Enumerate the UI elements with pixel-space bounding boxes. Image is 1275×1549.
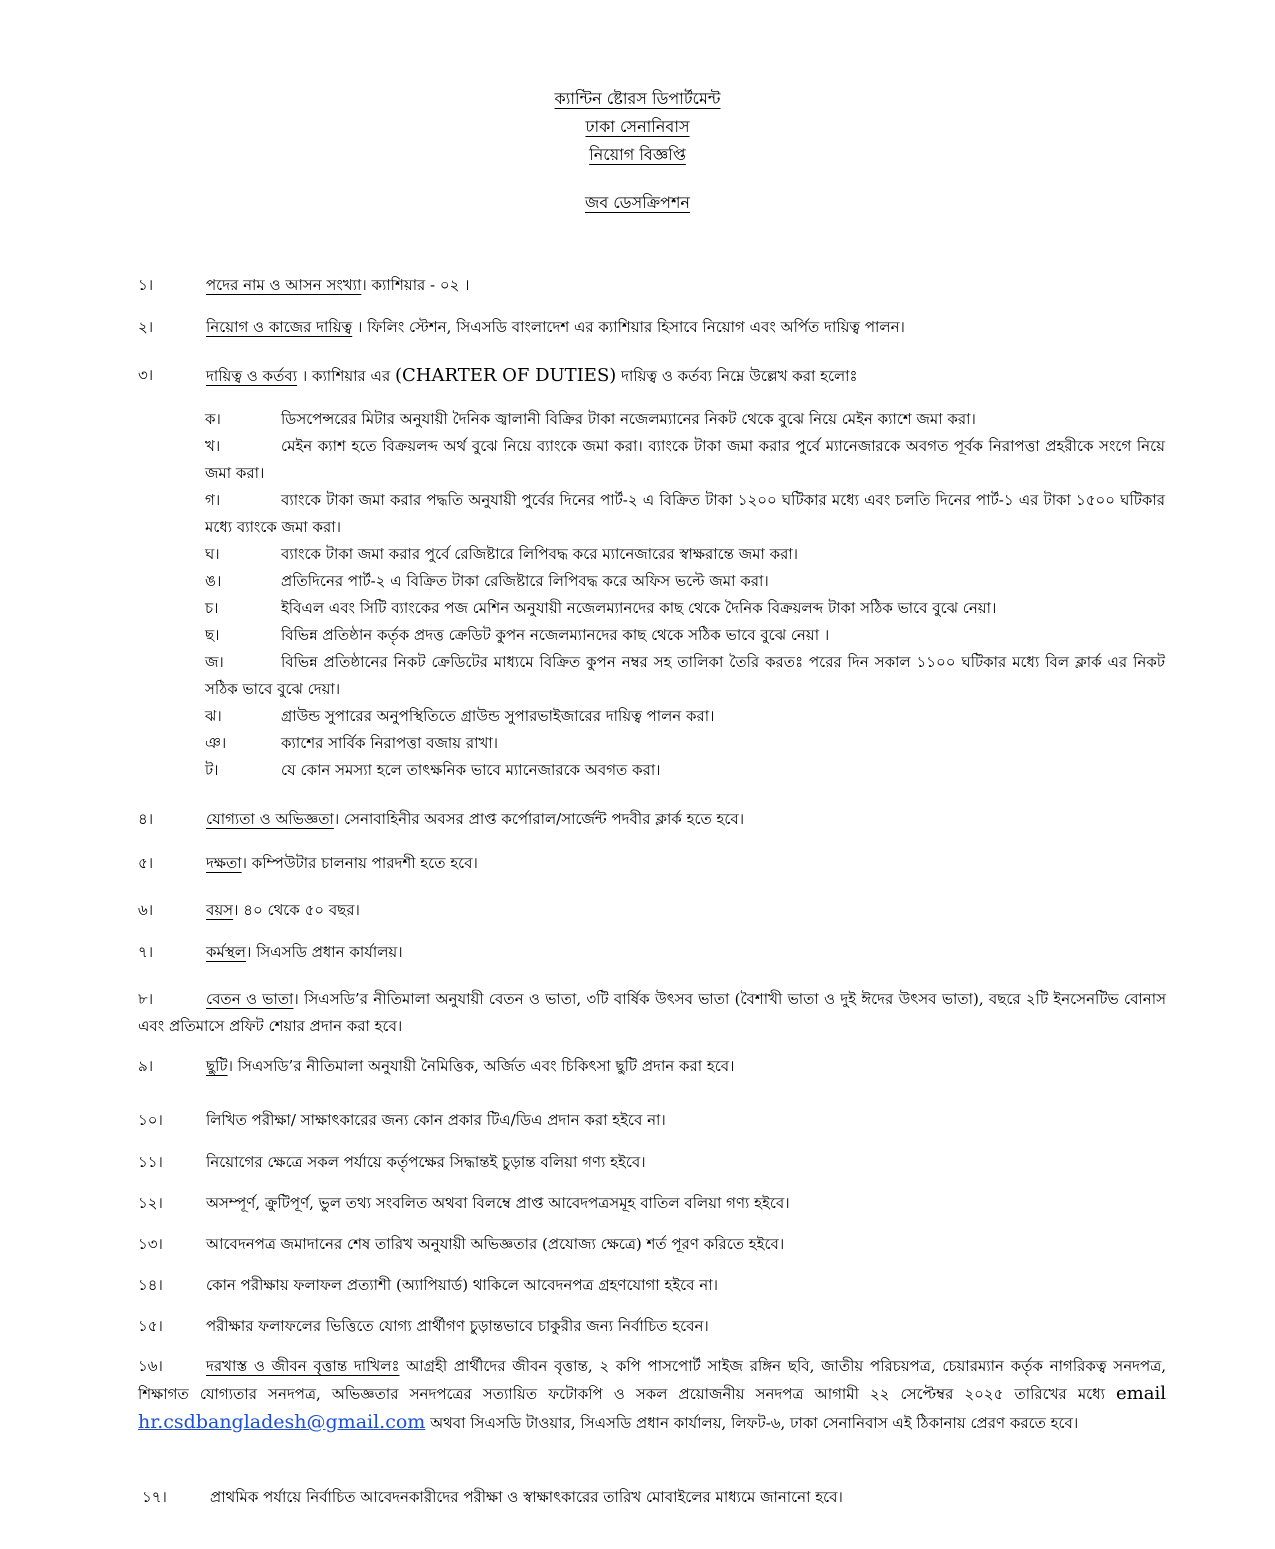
duty-nya: ঞ। ক্যাশের সার্বিক নিরাপত্তা বজায় রাখা।: [205, 734, 499, 752]
item-heading: ছুটি: [206, 1057, 228, 1075]
item-8: ৮। বেতন ও ভাতা। সিএসডি’র নীতিমালা অনুযায়ী বেতন ও ভাতা, ৩টি বার্ষিক উৎসব ভাতা (বৈশাখী ভাতা ও দুই ঈদের উৎসব ভাতা), বছরে ২টি ইনসেনটিভ বোনাস এবং প্রতিমাসে প্রফিট শেয়ার প্রদান করা হবে।: [138, 990, 1166, 1035]
item-16: ১৬। দরখাস্ত ও জীবন বৃত্তান্ত দাখিলঃ আগ্রহী প্রার্থীদের জীবন বৃত্তান্ত, ২ কপি পাসপোর্ট সাইজ রঙ্গিন ছবি, জাতীয় পরিচয়পত্র, চেয়ারম্যান কর্তৃক নাগরিকত্ব সনদপত্র, শিক্ষাগত যোগ্যতার সনদপত্র, অভিজ্ঞতার সনদপত্রের সত্যায়িত ফটোকপি ও সকল প্রয়োজনীয় সনদপত্র আগামী ২২ সেপ্টেম্বর ২০২৫ তারিখের মধ্যে email hr.csdbangladesh@gmail.com অথবা সিএসডি টাওয়ার, সিএসডি প্রধান কার্যালয়, লিফট-৬, ঢাকা সেনানিবাস এই ঠিকানায় প্রেরণ করতে হবে।: [138, 1357, 1167, 1433]
item-5: ৫। দক্ষতা। কম্পিউটার চালনায় পারদশী হতে হবে।: [138, 854, 478, 872]
item-9: ৯। ছুটি। সিএসডি’র নীতিমালা অনুযায়ী নৈমিত্তিক, অর্জিত এবং চিকিৎসা ছুটি প্রদান করা হবে।: [138, 1057, 735, 1075]
item-17: ১৭। প্রাথমিক পর্যায়ে নির্বাচিত আবেদনকারীদের পরীক্ষা ও স্বাক্ষাৎকারের তারিখ মোবাইলের মাধ্যমে জানানো হবে।: [142, 1488, 843, 1506]
item-heading: দায়িত্ব ও কর্তব্য: [206, 367, 298, 385]
duty-kha: খ। মেইন ক্যাশ হতে বিক্রয়লব্দ অর্থ বুঝে নিয়ে ব্যাংকে জমা করা। ব্যাংকে টাকা জমা করার পুর্বে ম্যানেজারকে অবগত পূর্বক নিরাপত্তা প্রহরীকে সংগে নিয়ে জমা করা।: [205, 437, 1165, 482]
item-heading: বয়স: [206, 901, 234, 919]
duty-ka: ক। ডিসপেন্সরের মিটার অনুযায়ী দৈনিক জ্বালানী বিক্রির টাকা নজেলম্যানের নিকট থেকে বুঝে নিয়ে মেইন ক্যাশে জমা করা।: [205, 410, 976, 428]
duty-cha: ছ। বিভিন্ন প্রতিষ্ঠান কর্তৃক প্রদত্ত ক্রেডিট কুপন নজেলম্যানদের কাছ থেকে সঠিক ভাবে বুঝে নেয়া ।: [205, 626, 830, 644]
item-11: ১১। নিয়োগের ক্ষেত্রে সকল পর্যায়ে কর্তৃপক্ষের সিদ্ধান্তই চুড়ান্ত বলিয়া গণ্য হইবে।: [138, 1153, 646, 1171]
header-org: ক্যান্টিন ষ্টোরস ডিপার্টমেন্ট: [554, 89, 721, 108]
item-heading: কর্মস্থল: [206, 943, 246, 961]
duty-ja: জ। বিভিন্ন প্রতিষ্ঠানের নিকট ক্রেডিটের মাধ্যমে বিক্রিত কুপন নম্বর সহ তালিকা তৈরি করতঃ পরের দিন সকাল ১১০০ ঘটিকার মধ্যে বিল ক্লার্ক এর নিকট সঠিক ভাবে বুঝে দেয়া।: [205, 653, 1165, 698]
item-10: ১০। লিখিত পরীক্ষা/ সাক্ষাৎকারের জন্য কোন প্রকার টিএ/ডিএ প্রদান করা হইবে না।: [138, 1111, 666, 1129]
duty-uma: ঙ। প্রতিদিনের পার্ট-২ এ বিক্রিত টাকা রেজিষ্টারে লিপিবদ্ধ করে অফিস ভল্টে জমা করা।: [205, 572, 769, 590]
duty-ca: চ। ইবিএল এবং সিটি ব্যাংকের পজ মেশিন অনুযায়ী নজেলম্যানদের কাছ থেকে দৈনিক বিক্রয়লব্দ টাকা সঠিক ভাবে বুঝে নেয়া।: [205, 599, 997, 617]
item-heading: যোগ্যতা ও অভিজ্ঞতা: [206, 810, 334, 828]
duty-ga: গ। ব্যাংকে টাকা জমা করার পদ্ধতি অনুযায়ী পুর্বের দিনের পার্ট-২ এ বিক্রিত টাকা ১২০০ ঘটিকার মধ্যে এবং চলতি দিনের পার্ট-১ এর টাকা ১৫০০ ঘটিকার মধ্যে ব্যাংকে জমা করা।: [205, 491, 1165, 536]
header-job-description: জব ডেসক্রিপশন: [585, 193, 690, 212]
item-15: ১৫। পরীক্ষার ফলাফলের ভিত্তিতে যোগ্য প্রার্থীগণ চুড়ান্তভাবে চাকুরীর জন্য নির্বাচিত হবেন।: [138, 1317, 709, 1335]
item-1: ১। পদের নাম ও আসন সংখ্যা। ক্যাশিয়ার - ০২ ।: [138, 276, 470, 294]
item-heading: দক্ষতা: [206, 854, 242, 872]
item-2: ২। নিয়োগ ও কাজের দায়িত্ব । ফিলিং স্টেশন, সিএসডি বাংলাদেশ এর ক্যাশিয়ার হিসাবে নিয়োগ এবং অর্পিত দায়িত্ব পালন।: [138, 318, 905, 336]
item-12: ১২। অসম্পূর্ণ, ক্রুটিপূর্ণ, ভুল তথ্য সংবলিত অথবা বিলম্বে প্রাপ্ত আবেদপত্রসমূহ বাতিল বলিয়া গণ্য হইবে।: [138, 1194, 790, 1212]
duty-gha: ঘ। ব্যাংকে টাকা জমা করার পুর্বে রেজিষ্টারে লিপিবদ্ধ করে ম্যানেজারের স্বাক্ষরান্তে জমা করা।: [205, 545, 799, 563]
item-heading: বেতন ও ভাতা: [206, 990, 294, 1008]
item-3: ৩। দায়িত্ব ও কর্তব্য । ক্যাশিয়ার এর (CHARTER OF DUTIES) দায়িত্ব ও কর্তব্য নিম্নে উল্লেখ করা হলোঃ: [138, 365, 858, 386]
item-6: ৬। বয়স। ৪০ থেকে ৫০ বছর।: [138, 901, 360, 919]
header: [0, 85, 1275, 217]
item-heading: পদের নাম ও আসন সংখ্যা: [206, 276, 362, 294]
header-location: ঢাকা সেনানিবাস: [585, 117, 690, 136]
item-4: ৪। যোগ্যতা ও অভিজ্ঞতা। সেনাবাহিনীর অবসর প্রাপ্ত কর্পোরাল/সার্জেন্ট পদবীর ক্লার্ক হতে হবে।: [138, 810, 745, 828]
header-notice-title: নিয়োগ বিজ্ঞপ্তি: [589, 145, 686, 164]
item-heading: দরখাস্ত ও জীবন বৃত্তান্ত দাখিল: [206, 1357, 400, 1375]
item-13: ১৩। আবেদনপত্র জমাদানের শেষ তারিখ অনুযায়ী অভিজ্ঞতার (প্রযোজ্য ক্ষেত্রে) শর্ত পূরণ করিতে হইবে।: [138, 1235, 785, 1253]
email-link[interactable]: hr.csdbangladesh@gmail.com: [138, 1411, 426, 1433]
item-heading: নিয়োগ ও কাজের দায়িত্ব: [206, 318, 353, 336]
item-14: ১৪। কোন পরীক্ষায় ফলাফল প্রত্যাশী (অ্যাপিয়ার্ড) থাকিলে আবেদনপত্র গ্রহণযোগা হইবে না।: [138, 1276, 718, 1294]
duty-ta: ট। যে কোন সমস্যা হলে তাৎক্ষনিক ভাবে ম্যানেজারকে অবগত করা।: [205, 761, 661, 779]
item-7: ৭। কর্মস্থল। সিএসডি প্রধান কার্যালয়।: [138, 943, 403, 961]
duty-jha: ঝ। গ্রাউন্ড সুপারের অনুপস্থিতিতে গ্রাউন্ড সুপারভাইজারের দায়িত্ব পালন করা।: [205, 707, 715, 725]
